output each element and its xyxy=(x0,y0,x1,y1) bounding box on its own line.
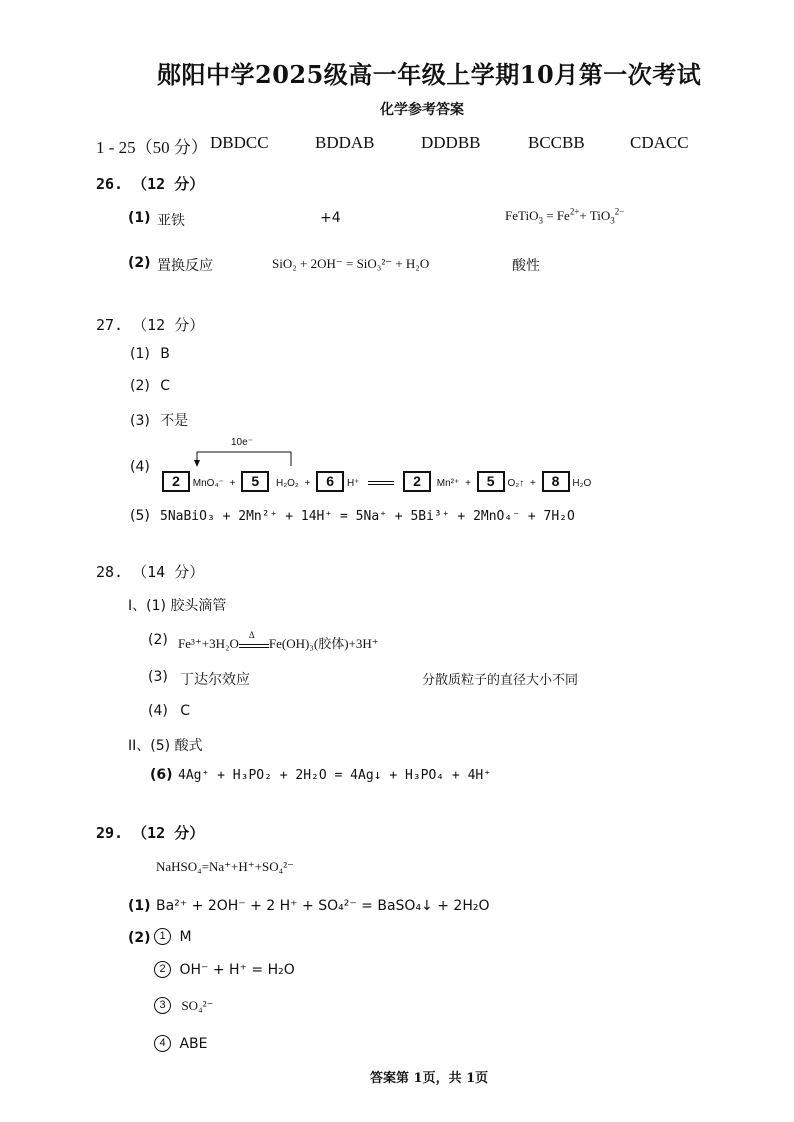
q29-intro: NaHSO₄=Na⁺+H⁺+SO₄²⁻ xyxy=(156,859,294,874)
mc-group-4: BCCBB xyxy=(528,133,585,152)
mc-range: 1 - 25（50 分） xyxy=(96,138,208,157)
q27-p1: (1) B xyxy=(130,346,170,362)
q26-p2-equation: SiO₂ + 2OH⁻ = SiO₃²⁻ + H₂O xyxy=(272,256,430,271)
q27-heading: 27. （12 分） xyxy=(96,316,205,334)
q29-p1-label: (1) xyxy=(128,898,151,914)
mc-group-3: DDDBB xyxy=(421,133,481,152)
q28-p3-answer: 丁达尔效应 xyxy=(180,672,250,688)
q26-heading: 26. （12 分） xyxy=(96,175,205,193)
coef-box: 5 xyxy=(241,471,269,492)
q28-part1: I、(1) 胶头滴管 xyxy=(128,598,227,614)
q26-p1-label: (1) xyxy=(128,210,151,226)
q29-p2-item-1: 1 M xyxy=(154,928,192,945)
equals-sign xyxy=(368,481,394,485)
q29-heading: 29. （12 分） xyxy=(96,824,205,842)
circled-number: 2 xyxy=(154,961,171,978)
q27-p4-label: (4) xyxy=(130,459,150,475)
circled-number: 1 xyxy=(154,928,171,945)
q28-part2: II、(5) 酸式 xyxy=(128,738,203,754)
q28-p6-label: (6) xyxy=(150,767,173,783)
coef-box: 2 xyxy=(403,471,431,492)
q27-p5-equation: 5NaBiO₃ + 2Mn²⁺ + 14H⁺ = 5Na⁺ + 5Bi³⁺ + 2MnO₄⁻ + 7H₂O xyxy=(160,509,575,524)
coef-box: 2 xyxy=(162,471,190,492)
mc-group-2: BDDAB xyxy=(315,133,375,152)
q27-p3: (3) 不是 xyxy=(130,413,189,429)
q28-p6-equation: 4Ag⁺ + H₃PO₂ + 2H₂O = 4Ag↓ + H₃PO₄ + 4H⁺ xyxy=(178,768,492,783)
q28-p3-label: (3) xyxy=(148,669,168,685)
q28-p2-equation: Fe³⁺+3H₂O Δ Fe(OH)₃(胶体)+3H⁺ xyxy=(178,630,379,651)
mc-group-5: CDACC xyxy=(630,133,689,152)
page-title: 郧阳中学2025级高一年级上学期10月第一次考试 xyxy=(157,60,702,89)
page-footer: 答案第 1页，共 1页 xyxy=(370,1071,489,1086)
q27-p4-equation: 2 MnO₄⁻ + 5 H₂O₂ + 6 H⁺ 2 Mn²⁺ + 5 O₂↑ + 8 H₂O xyxy=(162,471,591,492)
q27-p5-label: (5) xyxy=(130,508,150,524)
q26-p2-label: (2) xyxy=(128,255,151,271)
circled-number: 4 xyxy=(154,1035,171,1052)
q28-p3-reason: 分散质粒子的直径大小不同 xyxy=(422,673,579,688)
mc-group-1: DBDCC xyxy=(210,133,269,152)
q26-p1-equation: FeTiO$_3$ = $Fe^{2+}+ TiO_3^{2-}$ xyxy=(505,206,625,226)
q26-p2-property: 酸性 xyxy=(512,258,540,274)
q28-p4: (4) C xyxy=(148,703,191,719)
q26-p2-answer: 置换反应 xyxy=(157,258,213,274)
coef-box: 8 xyxy=(542,471,570,492)
q29-p2-item-2: 2 OH⁻ + H⁺ = H₂O xyxy=(154,961,295,978)
electron-count: 10e⁻ xyxy=(231,437,253,448)
page-subtitle: 化学参考答案 xyxy=(380,102,464,118)
q26-p1-valence: +4 xyxy=(320,210,341,226)
q29-p2-item-3: 3 SO₄²⁻ xyxy=(154,997,213,1014)
circled-number: 3 xyxy=(154,997,171,1014)
q26-p1-answer: 亚铁 xyxy=(157,213,185,229)
q28-heading: 28. （14 分） xyxy=(96,563,205,581)
q27-p2: (2) C xyxy=(130,378,171,394)
q29-p2-item-4: 4 ABE xyxy=(154,1035,207,1052)
q29-p1-equation: Ba²⁺ + 2OH⁻ + 2 H⁺ + SO₄²⁻ = BaSO₄↓ + 2H₂O xyxy=(156,898,490,914)
heat-arrow: Δ xyxy=(239,638,269,648)
coef-box: 5 xyxy=(477,471,505,492)
q29-p2-label: (2) xyxy=(128,930,151,946)
coef-box: 6 xyxy=(316,471,344,492)
q28-p2-label: (2) xyxy=(148,632,168,648)
